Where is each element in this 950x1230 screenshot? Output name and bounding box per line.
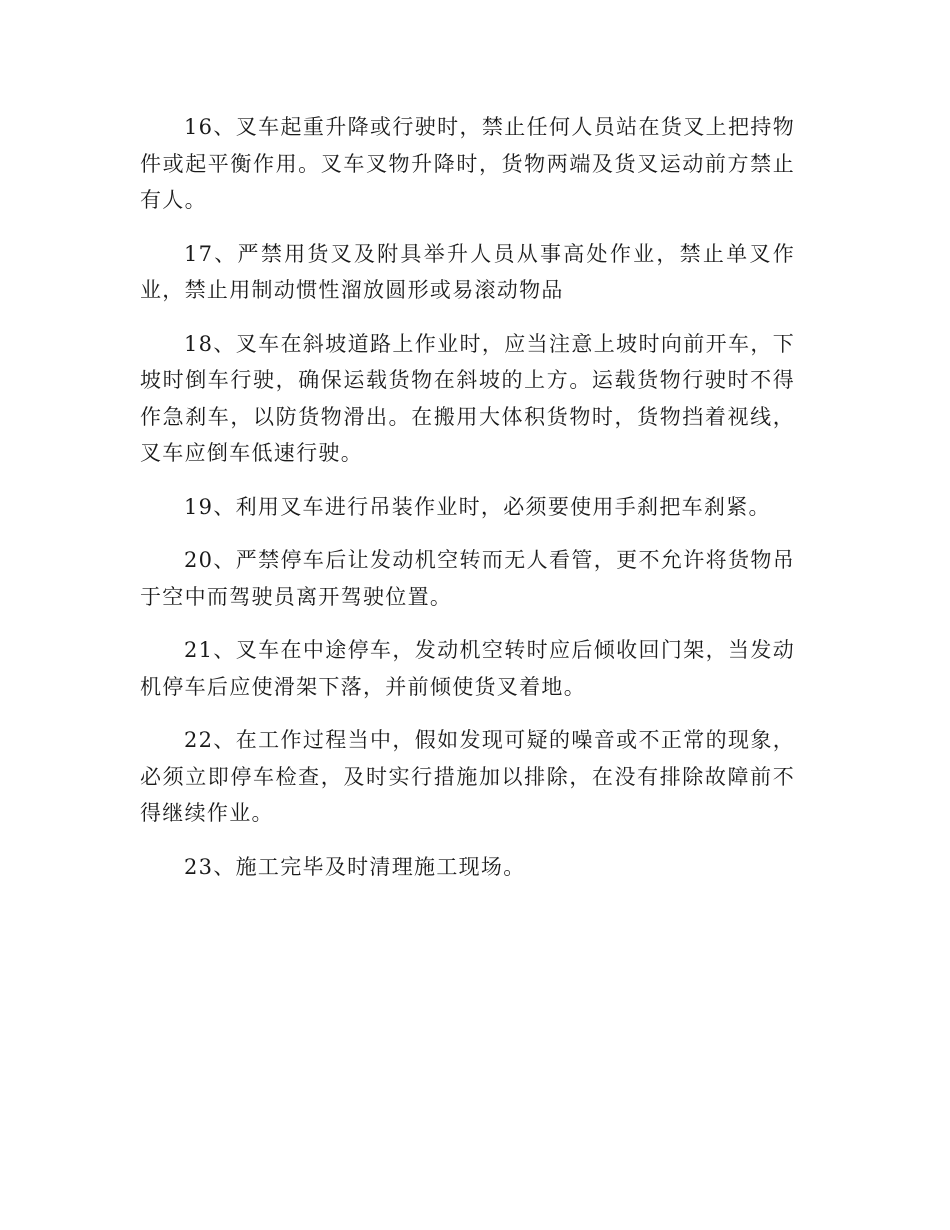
paragraph-23: 23、施工完毕及时清理施工现场。: [184, 854, 526, 879]
paragraph-20: 20、严禁停车后让发动机空转而无人看管，更不允许将货物吊于空中而驾驶员离开驾驶位置。: [140, 548, 795, 609]
paragraph-16: 16、叉车起重升降或行驶时，禁止任何人员站在货叉上把持物件或起平衡作用。叉车叉物升降时，货物两端及货叉运动前方禁止有人。: [140, 115, 795, 212]
paragraph-22: 22、在工作过程当中，假如发现可疑的噪音或不正常的现象，必须立即停车检查，及时实行措施加以排除，在没有排除故障前不得继续作业。: [140, 728, 795, 825]
paragraph-21: 21、叉车在中途停车，发动机空转时应后倾收回门架，当发动机停车后应使滑架下落，并前倾使货叉着地。: [140, 638, 795, 699]
paragraph-19: 19、利用叉车进行吊装作业时，必须要使用手刹把车刹紧。: [184, 494, 771, 519]
document-body: [140, 109, 795, 902]
paragraph-18: 18、叉车在斜坡道路上作业时，应当注意上坡时向前开车，下坡时倒车行驶，确保运载货物在斜坡的上方。运载货物行驶时不得作急刹车，以防货物滑出。在搬用大体积货物时，货物挡着视线，叉车应倒车低速行驶。: [140, 331, 795, 465]
paragraph-17: 17、严禁用货叉及附具举升人员从事高处作业，禁止单叉作业，禁止用制动惯性溜放圆形或易滚动物品: [140, 241, 795, 302]
